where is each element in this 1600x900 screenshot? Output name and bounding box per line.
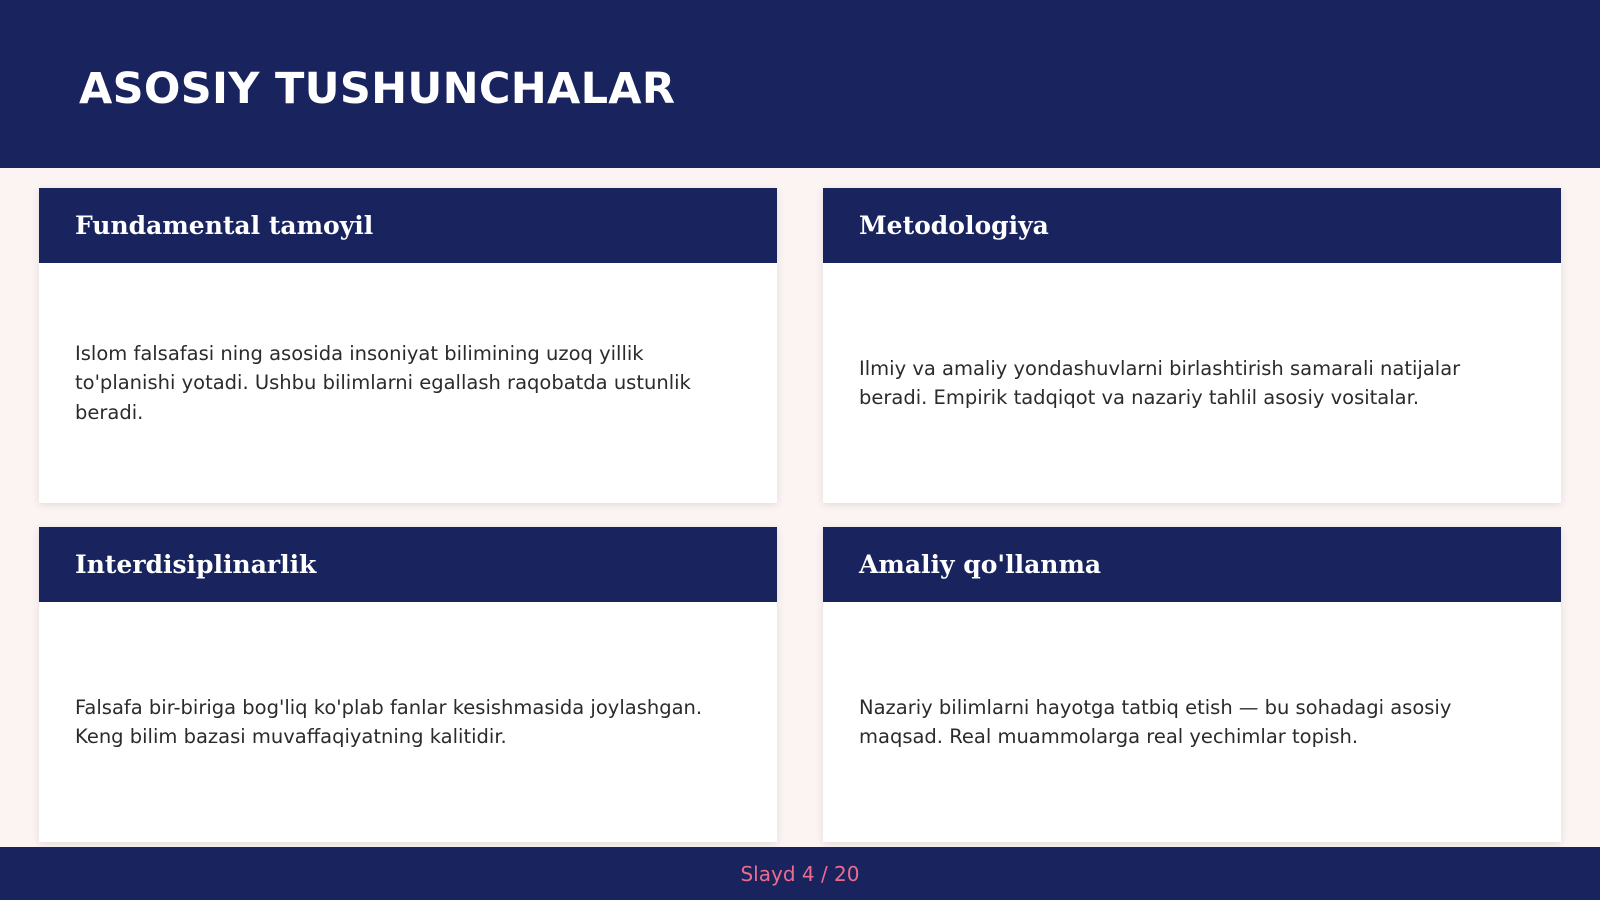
card-title: Interdisiplinarlik [75, 550, 317, 579]
card-title: Metodologiya [859, 211, 1049, 240]
card-title: Fundamental tamoyil [75, 211, 374, 240]
slide-footer [0, 847, 1600, 900]
slide-header [0, 0, 1600, 168]
card-header [823, 527, 1561, 602]
card-amaliy-qollanma [823, 527, 1561, 842]
card-body [823, 263, 1561, 503]
card-body [39, 263, 777, 503]
slide-counter: Slayd 4 / 20 [740, 861, 860, 886]
card-header [823, 188, 1561, 263]
card-header [39, 188, 777, 263]
card-text: Islom falsafasi ning asosida insoniyat bilimining uzoq yillik to'planishi yotadi. Ushbu bilimlarni egallash raqobatda ustunlik beradi. [75, 341, 691, 424]
card-header [39, 527, 777, 602]
card-fundamental-tamoyil [39, 188, 777, 503]
card-text: Falsafa bir-biriga bog'liq ko'plab fanlar kesishmasida joylashgan. Keng bilim bazasi muvaffaqiyatning kalitidir. [75, 695, 703, 748]
card-text: Nazariy bilimlarni hayotga tatbiq etish — bu sohadagi asosiy maqsad. Real muammolarga real yechimlar topish. [859, 695, 1452, 748]
card-text: Ilmiy va amaliy yondashuvlarni birlashtirish samarali natijalar beradi. Empirik tadqiqot va nazariy tahlil asosiy vositalar. [859, 356, 1461, 409]
card-metodologiya [823, 188, 1561, 503]
card-body [823, 602, 1561, 842]
card-body [39, 602, 777, 842]
card-title: Amaliy qo'llanma [859, 550, 1102, 579]
slide-title: ASOSIY TUSHUNCHALAR [79, 64, 676, 114]
card-interdisiplinarlik [39, 527, 777, 842]
